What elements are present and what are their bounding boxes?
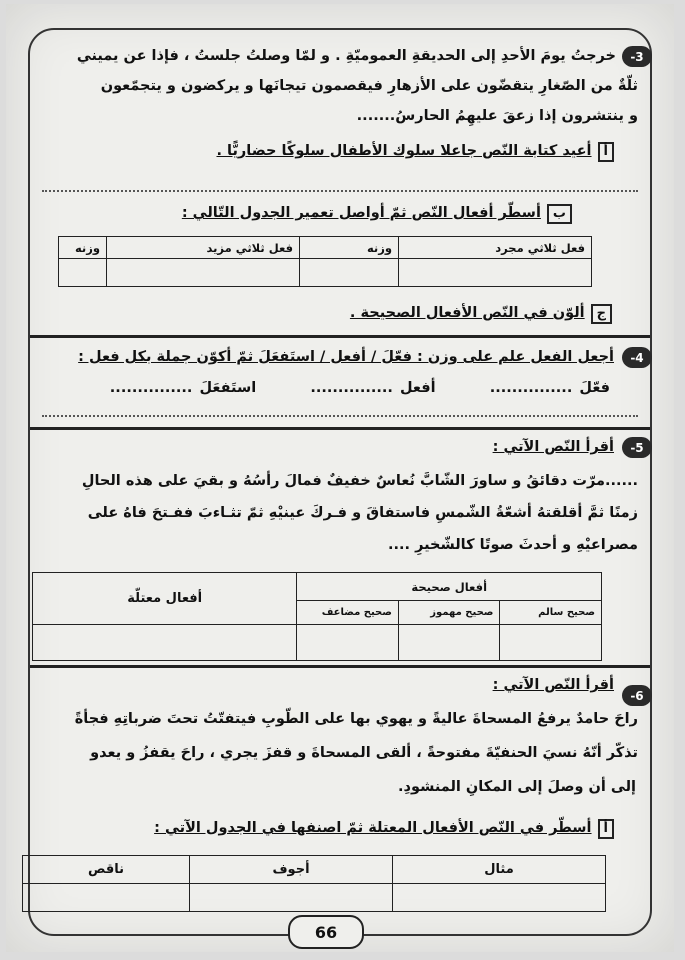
page-frame [28,28,652,936]
q6-table-cell [190,884,393,912]
q6-part-a-instruction: أسطّر في النّص الأفعال المعتلة ثمّ اصنفها في الجدول الآتي : [154,820,592,836]
question-number-4: -4 [622,347,652,368]
q5-table-cell [398,625,500,661]
page-number: 66 [288,915,364,949]
q3-table-header-1: فعل ثلاثي مجرد [399,237,592,259]
q3-table-header-3: فعل ثلاثي مزيد [107,237,300,259]
question-3 [30,30,650,335]
q6-table-header-2: أجوف [190,856,393,884]
q3-text-line-2: ثلّةٌ من الصّغارِ يتقضّون على الأزهارِ فيقصمون تيجانَها و يركضون و يتجمّعون [100,78,638,94]
q6-part-a [40,819,614,839]
q3-table-header-4: وزنه [59,237,107,259]
q5-table-cell [297,625,399,661]
q3-part-a-label: أ [598,142,614,162]
q3-part-c [40,304,612,324]
q4-instruction: أجعل الفعل علم على وزن : فعّلَ / أفعل / استَفعَلَ ثمّ أكوّن جملة بكل فعل : [78,349,614,365]
q5-text-line-2: زمنًا ثمَّ أقلقتهُ أشعّةُ الشّمسِ فاستفاقَ و فـركَ عينيْهِ ثمّ تثـاءبَ ففـتحَ فاهُ على [87,505,638,521]
q4-forms [40,380,610,396]
q5-text-line-1: ......مرّت دقائقُ و ساورَ الشّابَّ نُعاسٌ خفيفٌ فمالَ رأسُهُ و بقيَ على هذه الحالِ [81,473,638,489]
q3-answer-line [42,190,638,192]
q3-table-header-2: وزنه [300,237,399,259]
q3-table-cell [107,259,300,287]
q6-table-cell [23,884,190,912]
q6-text-line-1: راحَ حامدٌ يرفعُ المسحاةَ عاليةً و يهوي بها على الطّوبِ فيتفتّتُ تحتَ ضرباتِهِ فجأةً [74,711,638,727]
question-number-6: -6 [622,685,652,706]
question-4 [30,335,650,427]
q5-title: أقرأ النّص الآتي : [492,439,614,455]
q5-table-cell [33,625,297,661]
question-number-3: -3 [622,46,652,67]
q3-verbs-table [58,236,592,287]
q4-form-2: أفعل ............... [310,380,436,396]
q5-sub-header-3: صحيح مضاعف [297,601,399,625]
q3-table-cell [300,259,399,287]
question-6 [30,665,650,935]
q3-part-b-instruction: أسطّر أفعال النّص ثمّ أواصل تعمير الجدول التّالي : [181,205,541,221]
q4-answer-line [42,415,638,417]
q5-sub-header-1: صحيح سالم [500,601,602,625]
q4-form-1: فعّلَ ............... [489,380,610,396]
q6-weak-verbs-table [22,855,606,912]
q3-part-c-instruction: ألوّن في النّص الأفعال الصحيحة . [349,305,585,321]
q4-form-3: استَفعَلَ ............... [109,380,257,396]
q3-part-c-label: ج [591,304,612,324]
q5-weak-verbs-header: أفعال معتلّة [33,573,297,625]
q6-table-cell [393,884,606,912]
q5-text-line-3: مصراعيْهِ و أحدثَ صوتًا كالشّخيرِ .... [388,537,638,553]
question-5 [30,427,650,665]
q5-sound-verbs-header: أفعال صحيحة [297,573,602,601]
q3-table-cell [399,259,592,287]
q5-sub-header-2: صحيح مهموز [398,601,500,625]
q3-part-a-instruction: أعيد كتابة النّص جاعلا سلوك الأطفال سلوكًا حضاريًّا . [216,143,592,159]
q5-verbs-table [32,572,602,661]
q3-part-b [40,204,572,224]
q3-table-cell [59,259,107,287]
question-number-5: -5 [622,437,652,458]
q5-table-cell [500,625,602,661]
q6-table-header-1: مثال [393,856,606,884]
q3-part-a [40,142,614,162]
worksheet-page [6,4,674,952]
q3-text-line-1: خرجتُ يومَ الأحدِ إلى الحديقةِ العموميّةِ . و لمّا وصلتُ جلستُ ، فإذا عن يميني [76,48,616,64]
q6-part-a-label: أ [598,819,614,839]
q6-text-line-3: إلى أن وصلَ إلى المكانِ المنشودِ. [398,779,636,795]
q6-table-header-3: ناقص [23,856,190,884]
q3-part-b-label: ب [547,204,572,224]
q6-text-line-2: تذكّر أنّهُ نسيَ الحنفيّةَ مفتوحةً ، ألقى المسحاةَ و قفزَ يجري ، راحَ يقفزُ و يعدو [90,745,638,761]
q6-title: أقرأ النّص الآتي : [492,677,614,693]
q3-text-line-3: و ينتشرون إذا زعقَ عليهِمُ الحارسُ....... [356,108,638,124]
